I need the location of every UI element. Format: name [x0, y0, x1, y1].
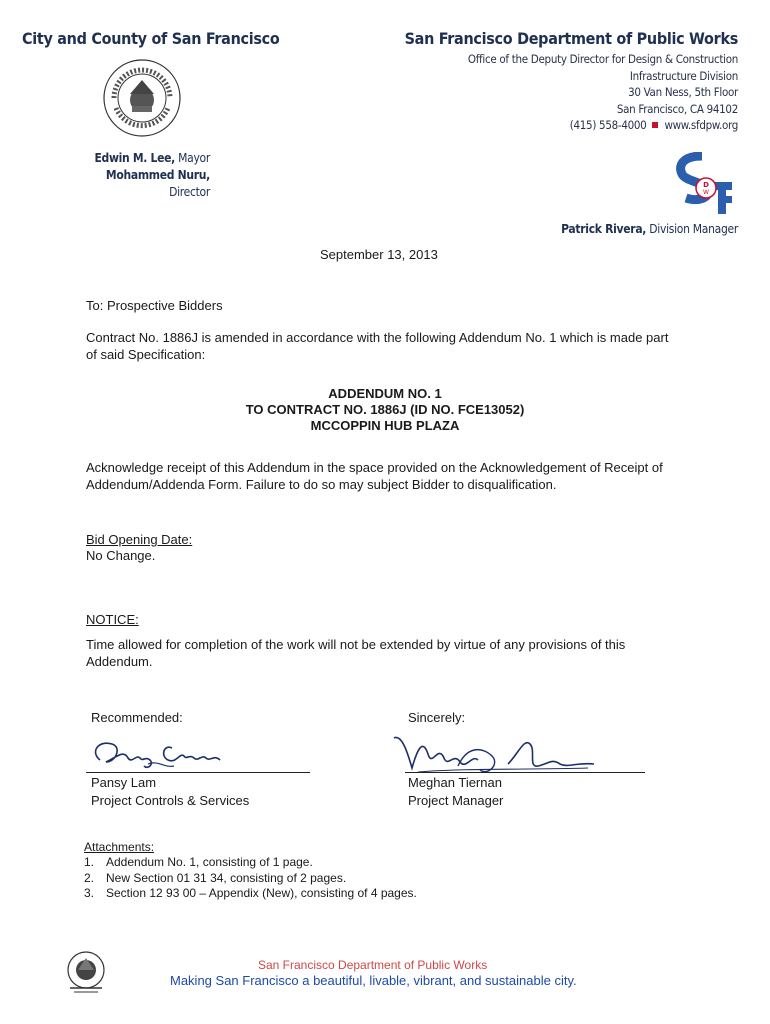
attachment-text: Section 12 93 00 – Appendix (New), consisting of 4 pages. [106, 886, 417, 900]
svg-text:D: D [703, 181, 709, 189]
attachment-item [84, 855, 417, 871]
attachment-number: 1. [84, 855, 95, 869]
director-line [70, 167, 210, 201]
city-state-line: San Francisco, CA 94102 [616, 101, 738, 116]
director-title: Director [169, 185, 210, 199]
attachment-number: 2. [84, 870, 95, 885]
city-officials [70, 150, 210, 201]
office-line: Office of the Deputy Director for Design & Construction [467, 52, 738, 66]
attachments-list [84, 855, 417, 902]
attachment-text: Addendum No. 1, consisting of 1 page. [106, 855, 313, 869]
svg-text:W: W [703, 189, 709, 196]
addendum-title-line-1: ADDENDUM NO. 1 [328, 386, 442, 401]
attachment-number: 3. [84, 886, 95, 900]
phone-number: (415) 558-4000 [569, 118, 647, 132]
signer-title: Project Manager [408, 793, 504, 808]
acknowledge-paragraph: Acknowledge receipt of this Addendum in the space provided on the Acknowledgement of Receipt of Addendum/Addenda Form. Failure to do so may subject Bidder to disqualification. [86, 460, 663, 492]
recommended-signature [88, 730, 238, 775]
bid-opening-value: No Change. [86, 548, 156, 563]
city-name: City and County of San Francisco [22, 29, 280, 48]
manager-title: Division Manager [649, 222, 738, 236]
attachment-item [84, 871, 417, 887]
addendum-heading [170, 386, 600, 434]
manager-name: Patrick Rivera, [561, 222, 647, 236]
mayor-name: Edwin M. Lee, [94, 151, 175, 165]
sincerely-label: Sincerely: [408, 710, 466, 725]
director-name: Mohammed Nuru, [105, 168, 210, 182]
sfdpw-logo-icon [672, 152, 734, 218]
notice-label: NOTICE: [86, 612, 139, 627]
bullet-icon [652, 122, 658, 128]
footer-slogan: Making San Francisco a beautiful, livable, vibrant, and sustainable city. [170, 973, 577, 988]
mayor-line [70, 150, 210, 167]
recommended-name: Pansy Lam [91, 775, 157, 790]
letter-date: September 13, 2013 [320, 247, 438, 262]
notice-text: Time allowed for completion of the work will not be extended by virtue of any provisions of this Addendum. [86, 637, 626, 669]
addendum-title-line-3: MCCOPPIN HUB PLAZA [310, 418, 460, 433]
website: www.sfdpw.org [664, 118, 738, 132]
signer-name: Meghan Tiernan [408, 775, 502, 790]
recommended-title: Project Controls & Services [91, 793, 250, 808]
contact-line [468, 117, 738, 134]
mayor-title: Mayor [178, 151, 210, 165]
bid-opening-label: Bid Opening Date: [86, 532, 193, 547]
addendum-title-line-2: TO CONTRACT NO. 1886J (ID NO. FCE13052) [245, 402, 525, 417]
division-manager [561, 222, 738, 236]
department-name: San Francisco Department of Public Works [404, 29, 738, 48]
attachment-text: New Section 01 31 34, consisting of 2 pages. [106, 870, 347, 885]
city-seal-icon [102, 58, 182, 138]
recommended-signature-line [86, 772, 310, 773]
recommended-label: Recommended: [91, 710, 183, 725]
attachment-item [84, 886, 417, 902]
department-address [468, 51, 738, 134]
footer-department: San Francisco Department of Public Works [258, 958, 488, 972]
recipient-line: To: Prospective Bidders [86, 298, 223, 313]
division-line: Infrastructure Division [629, 68, 738, 83]
intro-paragraph: Contract No. 1886J is amended in accordance with the following Addendum No. 1 which is made part of said Specification: [86, 330, 669, 362]
footer-seal-icon [66, 948, 106, 996]
attachments-label: Attachments: [84, 840, 155, 854]
sincerely-signature-line [405, 772, 645, 773]
street-line: 30 Van Ness, 5th Floor [628, 85, 738, 99]
